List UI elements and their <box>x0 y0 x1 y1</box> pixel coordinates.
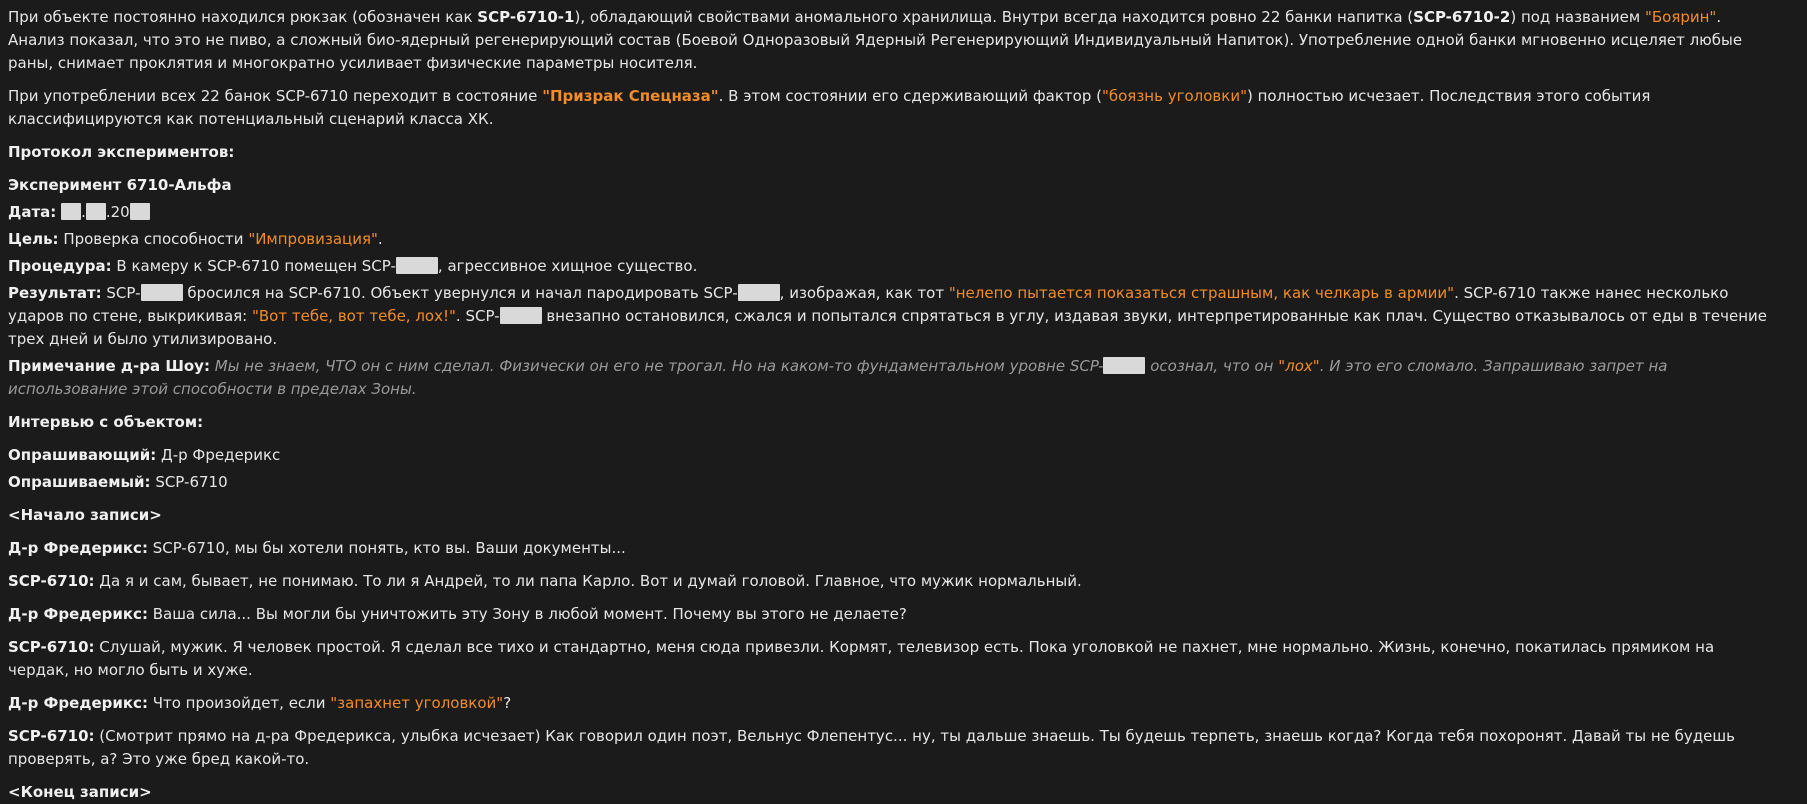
dialogue-line <box>8 570 1779 593</box>
experiment-result <box>8 282 1779 351</box>
record-marker: <Конец записи> <box>8 783 152 801</box>
highlight-quote: "запахнет уголовкой" <box>330 694 504 712</box>
highlight-quote: "Вот тебе, вот тебе, лох!" <box>251 307 456 325</box>
highlight-quote: "Призрак Спецназа" <box>542 87 719 105</box>
experiment-title <box>8 174 1779 197</box>
speech: ? <box>503 694 512 712</box>
speaker: SCP-6710: <box>8 572 95 590</box>
highlight-quote: "боязнь уголовки" <box>1101 87 1247 105</box>
text: Проверка способности <box>58 230 249 248</box>
interview-heading <box>8 411 1779 434</box>
experiment-goal <box>8 228 1779 251</box>
item-code: SCP-6710-2 <box>1413 8 1511 26</box>
paragraph-spetsnaz <box>8 85 1779 131</box>
experiment-note <box>8 355 1779 401</box>
heading-text: Интервью с объектом: <box>8 413 204 431</box>
text: При употреблении всех 22 банок SCP-6710 переходит в состояние <box>8 87 543 105</box>
text: , агрессивное хищное существо. <box>437 257 698 275</box>
text: При объекте постоянно находился рюкзак (обозначен как <box>8 8 478 26</box>
highlight-quote: "лох" <box>1278 357 1320 375</box>
note-text: . И это его сломало. Запрашиваю запрет на использование этой способности в пределах Зоны. <box>8 357 1668 398</box>
dialogue-line <box>8 692 1779 715</box>
speech: Ваша сила... Вы могли бы уничтожить эту Зону в любой момент. Почему вы этого не делаете? <box>147 605 907 623</box>
record-end <box>8 781 1779 804</box>
text: . SCP- <box>455 307 500 325</box>
label: Примечание д-ра Шоу: <box>8 357 210 375</box>
label: Дата: <box>8 203 57 221</box>
text: ), обладающий свойствами аномального хранилища. Внутри всегда находится ровно 22 банки напитка ( <box>574 8 1414 26</box>
text: ) под названием <box>1510 8 1645 26</box>
redaction-block <box>61 203 81 220</box>
record-start <box>8 504 1779 527</box>
text: SCP-6710 <box>150 473 228 491</box>
text: SCP- <box>101 284 141 302</box>
text: . <box>81 203 86 221</box>
speaker: Д-р Фредерикс: <box>8 694 148 712</box>
text: внезапно остановился, сжался и попытался спрятаться в углу, издавая звуки, интерпретированные как плач. Существо отказывалось от еды в течение трех дней и было утилизировано. <box>8 307 1768 348</box>
record-marker: <Начало записи> <box>8 506 162 524</box>
redaction-block <box>396 257 438 274</box>
speaker: Д-р Фредерикс: <box>8 605 148 623</box>
speech: Да я и сам, бывает, не понимаю. То ли я Андрей, то ли папа Карло. Вот и думай головой. Главное, что мужик нормальный. <box>94 572 1082 590</box>
heading-text: Протокол экспериментов: <box>8 143 235 161</box>
text: В камеру к SCP-6710 помещен SCP- <box>111 257 396 275</box>
heading-text: Эксперимент 6710-Альфа <box>8 176 232 194</box>
redaction-block <box>500 307 542 324</box>
redaction-block <box>141 284 183 301</box>
speaker: SCP-6710: <box>8 727 95 745</box>
speaker: Д-р Фредерикс: <box>8 539 148 557</box>
dialogue-line <box>8 725 1779 771</box>
label: Процедура: <box>8 257 112 275</box>
note-text: осознал, что он <box>1145 357 1279 375</box>
item-code: SCP-6710-1 <box>477 8 575 26</box>
protocol-heading <box>8 141 1779 164</box>
text: . <box>377 230 383 248</box>
paragraph-backpack <box>8 6 1779 75</box>
label: Опрашиваемый: <box>8 473 151 491</box>
text: , изображая, как тот <box>779 284 949 302</box>
highlight-quote: "Импровизация" <box>248 230 378 248</box>
text: . Анализ показал, что это не пиво, а сложный био-ядерный регенерирующий состав (Боевой Одноразовый Ядерный Регенерирующий Индивидуальный Напиток). Употребление одной банки мгновенно исцеляет любые раны, снимает проклятия и многократно усиливает физические параметры носителя. <box>8 8 1743 72</box>
text: .20 <box>105 203 130 221</box>
dialogue-line <box>8 603 1779 626</box>
speaker: SCP-6710: <box>8 638 95 656</box>
note-text: Мы не знаем, ЧТО он с ним сделал. Физически он его не трогал. Но на каком-то фундаментальном уровне SCP- <box>209 357 1104 375</box>
text: ) полностью исчезает. Последствия этого события классифицируются как потенциальный сценарий класса ХК. <box>8 87 1651 128</box>
speech: Что произойдет, если <box>147 694 331 712</box>
experiment-date <box>8 201 1779 224</box>
redaction-block <box>1103 357 1145 374</box>
redaction-block <box>86 203 106 220</box>
speech: SCP-6710, мы бы хотели понять, кто вы. Ваши документы... <box>147 539 626 557</box>
interviewee-line <box>8 471 1779 494</box>
text: бросился на SCP-6710. Объект увернулся и начал пародировать SCP- <box>182 284 738 302</box>
label: Опрашивающий: <box>8 446 157 464</box>
speech: Слушай, мужик. Я человек простой. Я сделал все тихо и стандартно, меня сюда привезли. Кормят, телевизор есть. Пока уголовкой не пахнет, мне нормально. Жизнь, конечно, покатилась прямиком на чердак, но могло быть и хуже. <box>8 638 1715 679</box>
dialogue-line <box>8 636 1779 682</box>
highlight-quote: "Боярин" <box>1644 8 1717 26</box>
text: Д-р Фредерикс <box>156 446 281 464</box>
speech: (Смотрит прямо на д-ра Фредерикса, улыбка исчезает) Как говорил один поэт, Вельнус Флепентус... ну, ты дальше знаешь. Ты будешь терпеть, знаешь когда? Когда тебя похоронят. Давай ты не будешь проверять, а? Это уже бред какой-то. <box>8 727 1735 768</box>
text: . В этом состоянии его сдерживающий фактор ( <box>718 87 1102 105</box>
interviewer-line <box>8 444 1779 467</box>
highlight-quote: "нелепо пытается показаться страшным, как челкарь в армии" <box>948 284 1455 302</box>
text: . SCP-6710 также нанес несколько ударов по стене, выкрикивая: <box>8 284 1729 325</box>
redaction-block <box>130 203 150 220</box>
redaction-block <box>738 284 780 301</box>
label: Цель: <box>8 230 59 248</box>
label: Результат: <box>8 284 102 302</box>
experiment-procedure <box>8 255 1779 278</box>
dialogue-line <box>8 537 1779 560</box>
